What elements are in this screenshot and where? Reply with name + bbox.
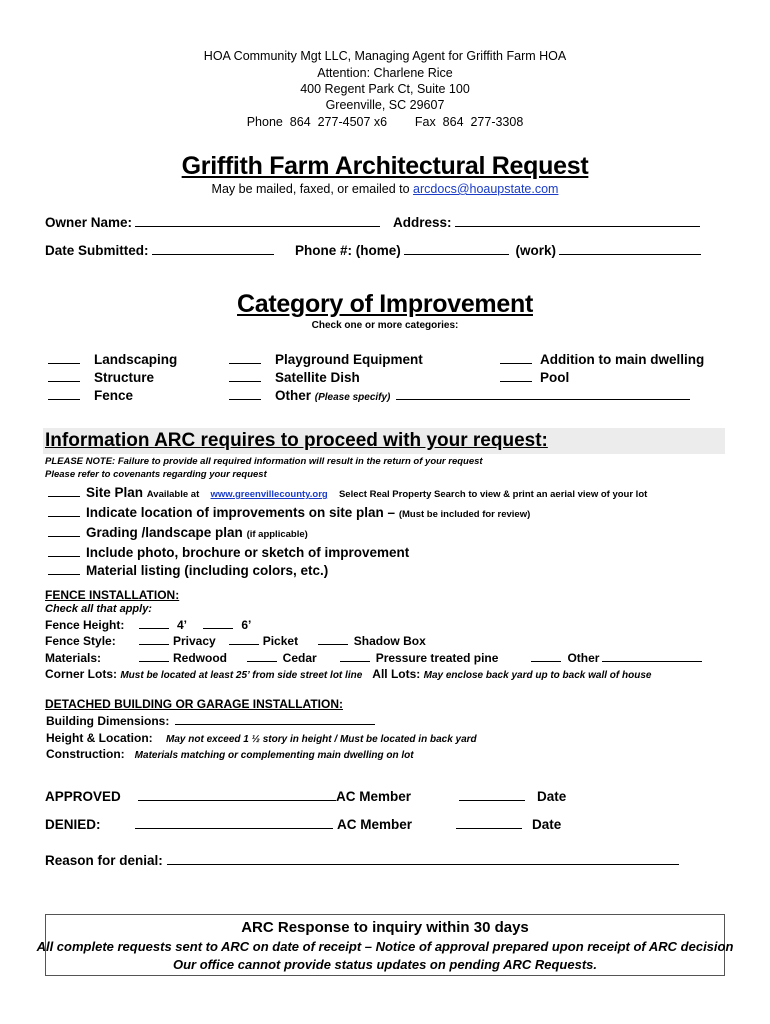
photo-label: Include photo, brochure or sketch of improvement [86,545,410,560]
material-pressure-treated: Pressure treated pine [375,651,499,665]
checkbox-line[interactable] [139,643,169,645]
material-redwood: Redwood [173,651,227,665]
category-label: Addition to main dwelling [540,352,705,367]
address-field[interactable] [455,225,700,227]
approved-date-field[interactable] [459,799,525,801]
category-other [226,387,693,407]
checkbox-line[interactable] [340,660,370,662]
other-note: (Please specify) [314,392,391,403]
checkbox-line[interactable] [48,555,80,557]
indicate-label: Indicate location of improvements on site plan – [86,505,396,520]
category-addition [497,351,704,369]
info-list [45,484,647,580]
building-construction-label: Construction: [46,747,125,761]
category-fence [45,387,177,405]
category-label: Playground Equipment [275,352,423,367]
checkbox-line[interactable] [48,535,80,537]
response-title: ARC Response to inquiry within 30 days [241,919,529,936]
address-row [393,215,703,230]
info-site-plan [45,484,647,504]
phone-row [295,243,704,258]
building-height-note: May not exceed 1 ½ story in height / Must be located in back yard [166,734,477,745]
phone-work-field[interactable] [559,253,701,255]
denied-ac-member-label: AC Member [337,817,413,832]
info-photo [45,544,647,562]
email-link[interactable]: arcdocs@hoaupstate.com [413,182,559,196]
building-dimensions-row [46,714,378,728]
category-note: Check one or more categories: [311,320,459,331]
fence-height-label: Fence Height: [45,618,125,632]
phone-home-label: Phone #: (home) [295,243,401,258]
grading-label: Grading /landscape plan [86,525,243,540]
owner-name-label: Owner Name: [45,215,133,230]
address-label: Address: [393,215,452,230]
reason-field[interactable] [167,863,679,865]
building-dimensions-label: Building Dimensions: [46,714,170,728]
checkbox-line[interactable] [500,362,532,364]
building-height-row [46,731,477,745]
date-submitted-field[interactable] [152,253,274,255]
checkbox-line[interactable] [531,660,561,662]
fence-style-options [136,634,426,648]
denied-date-label: Date [532,817,562,832]
reason-row [45,853,682,868]
category-label: Fence [94,388,134,403]
style-privacy: Privacy [173,634,216,648]
building-construction-note: Materials matching or complementing main dwelling on lot [134,750,414,761]
checkbox-line[interactable] [229,398,261,400]
category-col-1 [45,351,177,405]
material-other: Other [567,651,600,665]
owner-name-row [45,215,383,230]
checkbox-line[interactable] [48,573,80,575]
date-submitted-label: Date Submitted: [45,243,149,258]
checkbox-line[interactable] [229,362,261,364]
response-line-2: Our office cannot provide status updates on pending ARC Requests. [173,957,597,972]
checkbox-line[interactable] [139,627,169,629]
phone-home-field[interactable] [404,253,509,255]
category-title: Category of Improvement [237,290,533,318]
category-label: Structure [94,370,155,385]
lot-rules [45,667,651,681]
height-6: 6’ [241,618,252,632]
denied-member-row [135,817,412,832]
style-picket: Picket [262,634,299,648]
approved-label: APPROVED [45,789,121,804]
header-city: Greenville, SC 29607 [325,98,445,112]
info-indicate [45,504,647,524]
other-specify-field[interactable] [396,398,690,400]
category-label: Landscaping [94,352,178,367]
fence-height-options [136,618,251,632]
style-shadow-box: Shadow Box [353,634,426,648]
checkbox-line[interactable] [48,362,80,364]
all-lots-note: May enclose back yard up to back wall of house [423,670,652,681]
subtitle [0,182,770,196]
checkbox-line[interactable] [247,660,277,662]
response-line-1: All complete requests sent to ARC on date of receipt – Notice of approval prepared upon receipt of ARC decision [36,939,734,954]
category-pool [497,369,704,387]
owner-name-field[interactable] [135,225,380,227]
all-lots-label: All Lots: [372,667,421,681]
info-note-1: PLEASE NOTE: Failure to provide all required information will result in the return of your request [45,456,483,467]
fence-style-label: Fence Style: [45,634,116,648]
checkbox-line[interactable] [229,380,261,382]
checkbox-line[interactable] [48,380,80,382]
category-label: Satellite Dish [275,370,360,385]
date-row [45,243,277,258]
category-landscaping [45,351,177,369]
material-cedar: Cedar [282,651,317,665]
building-dimensions-field[interactable] [175,723,375,725]
header-phone-fax: Phone 864 277-4507 x6 Fax 864 277-3308 [246,115,524,129]
material-other-field[interactable] [602,660,702,662]
page-title: Griffith Farm Architectural Request [181,152,589,180]
approved-date-label: Date [537,789,567,804]
fence-title: FENCE INSTALLATION: [45,588,180,602]
building-title: DETACHED BUILDING OR GARAGE INSTALLATION: [45,697,343,711]
category-label: Other [275,388,312,403]
info-note-2: Please refer to covenants regarding your request [45,469,267,480]
checkbox-line[interactable] [318,643,348,645]
denied-date-field[interactable] [456,827,522,829]
checkbox-line[interactable] [203,627,233,629]
building-height-label: Height & Location: [46,731,153,745]
material-label: Material listing (including colors, etc.) [86,563,329,578]
available-at: Available at [146,489,200,500]
denied-label: DENIED: [45,817,101,832]
subtitle-text: May be mailed, faxed, or emailed to [211,182,414,196]
approved-signature-field[interactable] [138,799,336,801]
approved-date-row [456,789,566,804]
denied-date-row [453,817,561,832]
checkbox-line[interactable] [48,515,80,517]
category-structure [45,369,177,387]
county-link[interactable]: www.greenvillecounty.org [210,489,328,500]
info-material [45,562,647,580]
approved-ac-member-label: AC Member [336,789,412,804]
category-label: Pool [540,370,570,385]
height-4: 4’ [177,618,188,632]
reason-label: Reason for denial: [45,853,163,868]
header-address: 400 Regent Park Ct, Suite 100 [300,82,470,96]
corner-lots-note: Must be located at least 25’ from side street lot line [120,670,363,681]
info-title: Information ARC requires to proceed with your request: [45,430,548,451]
building-construction-row [46,747,414,761]
category-col-3 [497,351,704,387]
checkbox-line[interactable] [48,398,80,400]
corner-lots-label: Corner Lots: [45,667,117,681]
fence-check-note: Check all that apply: [45,603,152,615]
site-plan-label: Site Plan [86,485,144,500]
header-attention: Attention: Charlene Rice [317,66,453,80]
checkbox-line[interactable] [139,660,169,662]
info-grading [45,524,647,544]
checkbox-line[interactable] [500,380,532,382]
checkbox-line[interactable] [48,495,80,497]
grading-note: (if applicable) [246,529,308,540]
site-plan-instructions: Select Real Property Search to view & print an aerial view of your lot [338,489,648,500]
denied-signature-field[interactable] [135,827,333,829]
materials-label: Materials: [45,651,102,665]
header-line-1: HOA Community Mgt LLC, Managing Agent for Griffith Farm HOA [203,49,567,63]
materials-options [136,651,705,665]
approved-member-row [138,789,411,804]
indicate-note: (Must be included for review) [398,509,531,520]
checkbox-line[interactable] [229,643,259,645]
phone-work-label: (work) [515,243,557,258]
